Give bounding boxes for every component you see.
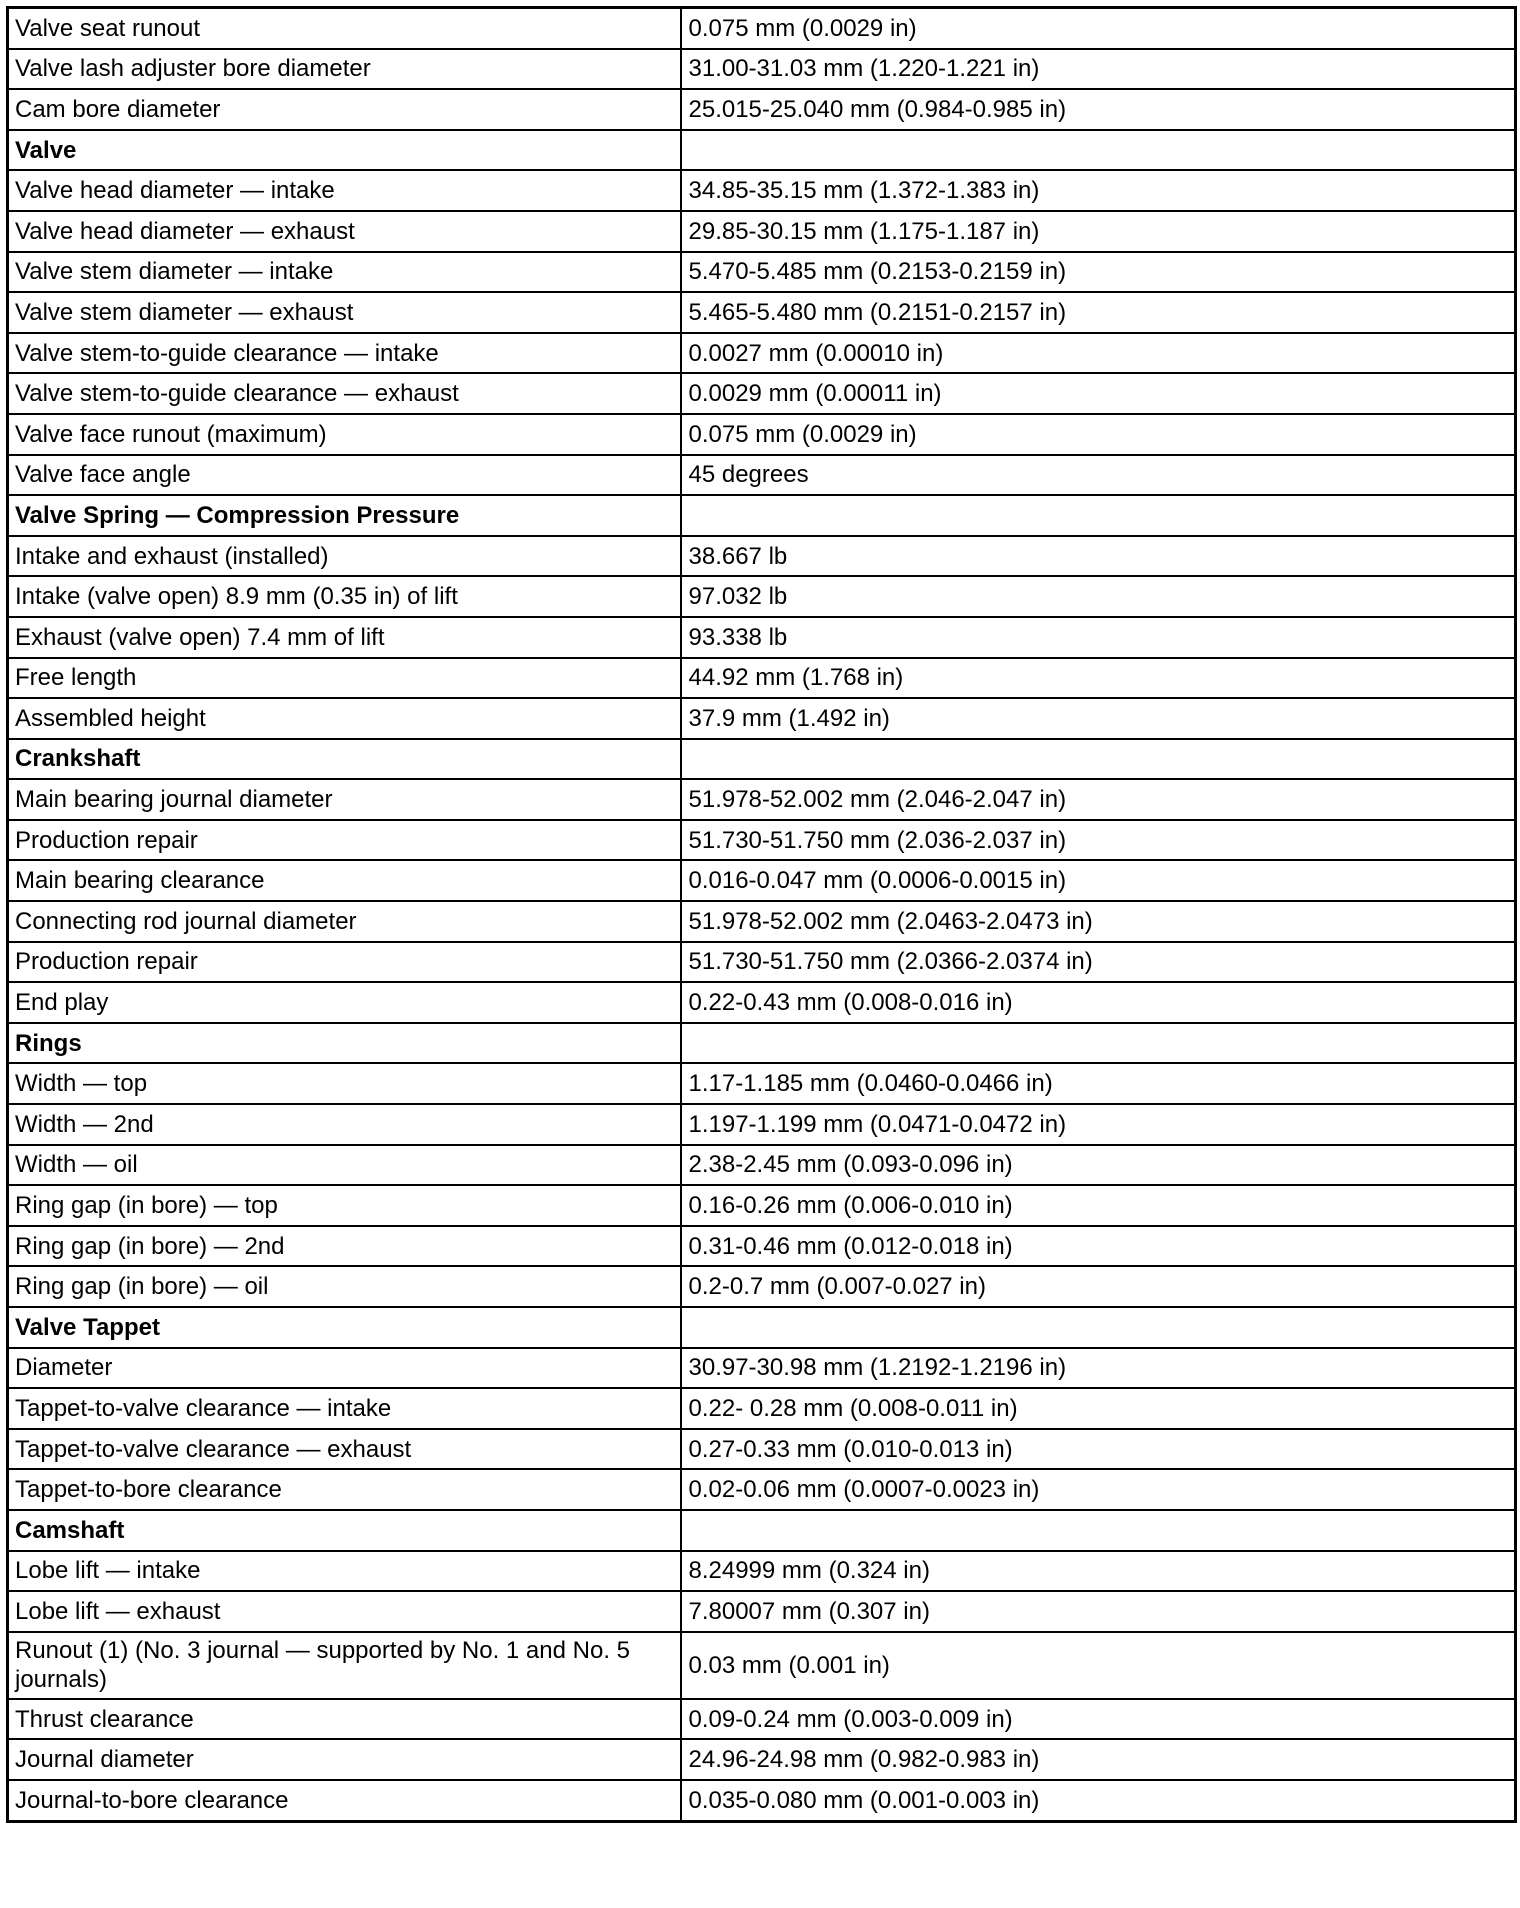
spec-label: Width — oil <box>8 1145 681 1186</box>
table-row <box>8 292 1516 333</box>
spec-label: Free length <box>8 658 681 699</box>
spec-value: 34.85-35.15 mm (1.372-1.383 in) <box>681 170 1516 211</box>
spec-label: End play <box>8 982 681 1023</box>
table-row <box>8 252 1516 293</box>
table-row <box>8 49 1516 90</box>
spec-value: 0.035-0.080 mm (0.001-0.003 in) <box>681 1780 1516 1821</box>
table-row <box>8 1266 1516 1307</box>
spec-label: Connecting rod journal diameter <box>8 901 681 942</box>
spec-label: Assembled height <box>8 698 681 739</box>
table-row <box>8 89 1516 130</box>
spec-value: 0.2-0.7 mm (0.007-0.027 in) <box>681 1266 1516 1307</box>
section-title: Camshaft <box>8 1510 681 1551</box>
table-row <box>8 1348 1516 1389</box>
table-row <box>8 658 1516 699</box>
spec-label: Valve seat runout <box>8 8 681 49</box>
spec-label: Ring gap (in bore) — 2nd <box>8 1226 681 1267</box>
spec-value: 0.02-0.06 mm (0.0007-0.0023 in) <box>681 1469 1516 1510</box>
spec-label: Ring gap (in bore) — top <box>8 1185 681 1226</box>
table-row <box>8 211 1516 252</box>
section-header-row <box>8 1307 1516 1348</box>
spec-value: 1.197-1.199 mm (0.0471-0.0472 in) <box>681 1104 1516 1145</box>
table-row <box>8 333 1516 374</box>
spec-label: Cam bore diameter <box>8 89 681 130</box>
table-row <box>8 1780 1516 1821</box>
spec-label: Width — top <box>8 1063 681 1104</box>
spec-value: 5.470-5.485 mm (0.2153-0.2159 in) <box>681 252 1516 293</box>
section-header-row <box>8 1023 1516 1064</box>
spec-label: Production repair <box>8 942 681 983</box>
spec-label: Width — 2nd <box>8 1104 681 1145</box>
spec-value: 8.24999 mm (0.324 in) <box>681 1551 1516 1592</box>
section-title: Valve Tappet <box>8 1307 681 1348</box>
spec-value: 51.978-52.002 mm (2.0463-2.0473 in) <box>681 901 1516 942</box>
spec-value: 0.03 mm (0.001 in) <box>681 1632 1516 1699</box>
table-row <box>8 1469 1516 1510</box>
table-row <box>8 536 1516 577</box>
spec-value <box>681 739 1516 780</box>
table-row <box>8 942 1516 983</box>
spec-label: Journal-to-bore clearance <box>8 1780 681 1821</box>
spec-value: 24.96-24.98 mm (0.982-0.983 in) <box>681 1739 1516 1780</box>
table-row <box>8 860 1516 901</box>
spec-label: Tappet-to-valve clearance — exhaust <box>8 1429 681 1470</box>
spec-label: Intake and exhaust (installed) <box>8 536 681 577</box>
table-row <box>8 779 1516 820</box>
section-header-row <box>8 495 1516 536</box>
section-title: Crankshaft <box>8 739 681 780</box>
spec-value: 0.016-0.047 mm (0.0006-0.0015 in) <box>681 860 1516 901</box>
spec-value: 0.075 mm (0.0029 in) <box>681 8 1516 49</box>
table-row <box>8 1145 1516 1186</box>
spec-label: Ring gap (in bore) — oil <box>8 1266 681 1307</box>
table-row <box>8 1185 1516 1226</box>
spec-label: Valve head diameter — intake <box>8 170 681 211</box>
table-row <box>8 455 1516 496</box>
spec-value: 30.97-30.98 mm (1.2192-1.2196 in) <box>681 1348 1516 1389</box>
spec-label: Production repair <box>8 820 681 861</box>
spec-label: Valve face runout (maximum) <box>8 414 681 455</box>
table-row <box>8 1388 1516 1429</box>
table-row <box>8 1226 1516 1267</box>
spec-value: 44.92 mm (1.768 in) <box>681 658 1516 699</box>
spec-label: Main bearing journal diameter <box>8 779 681 820</box>
table-row <box>8 1551 1516 1592</box>
table-row <box>8 698 1516 739</box>
spec-label: Journal diameter <box>8 1739 681 1780</box>
spec-value: 0.075 mm (0.0029 in) <box>681 414 1516 455</box>
spec-value: 0.0027 mm (0.00010 in) <box>681 333 1516 374</box>
spec-value: 5.465-5.480 mm (0.2151-0.2157 in) <box>681 292 1516 333</box>
table-row <box>8 1104 1516 1145</box>
spec-label: Tappet-to-bore clearance <box>8 1469 681 1510</box>
table-row <box>8 1429 1516 1470</box>
table-row <box>8 901 1516 942</box>
section-header-row <box>8 739 1516 780</box>
spec-label: Valve stem diameter — intake <box>8 252 681 293</box>
table-row <box>8 576 1516 617</box>
table-row <box>8 1699 1516 1740</box>
table-row <box>8 1591 1516 1632</box>
spec-value: 25.015-25.040 mm (0.984-0.985 in) <box>681 89 1516 130</box>
spec-label: Valve stem-to-guide clearance — intake <box>8 333 681 374</box>
spec-value: 0.22- 0.28 mm (0.008-0.011 in) <box>681 1388 1516 1429</box>
spec-label: Runout (1) (No. 3 journal — supported by No. 1 and No. 5 journals) <box>8 1632 681 1699</box>
spec-label: Valve face angle <box>8 455 681 496</box>
table-row <box>8 170 1516 211</box>
spec-label: Diameter <box>8 1348 681 1389</box>
spec-label: Valve lash adjuster bore diameter <box>8 49 681 90</box>
spec-label: Thrust clearance <box>8 1699 681 1740</box>
table-row <box>8 1063 1516 1104</box>
spec-value <box>681 495 1516 536</box>
spec-value: 38.667 lb <box>681 536 1516 577</box>
section-title: Valve Spring — Compression Pressure <box>8 495 681 536</box>
specifications-table <box>6 6 1517 1823</box>
section-header-row <box>8 130 1516 171</box>
spec-value: 51.730-51.750 mm (2.036-2.037 in) <box>681 820 1516 861</box>
spec-value: 0.0029 mm (0.00011 in) <box>681 373 1516 414</box>
spec-value: 37.9 mm (1.492 in) <box>681 698 1516 739</box>
spec-value: 7.80007 mm (0.307 in) <box>681 1591 1516 1632</box>
spec-label: Valve stem diameter — exhaust <box>8 292 681 333</box>
spec-value <box>681 1510 1516 1551</box>
spec-value: 45 degrees <box>681 455 1516 496</box>
spec-value <box>681 1307 1516 1348</box>
spec-label: Main bearing clearance <box>8 860 681 901</box>
spec-value: 93.338 lb <box>681 617 1516 658</box>
table-row <box>8 373 1516 414</box>
spec-value: 2.38-2.45 mm (0.093-0.096 in) <box>681 1145 1516 1186</box>
table-row <box>8 820 1516 861</box>
spec-value: 0.16-0.26 mm (0.006-0.010 in) <box>681 1185 1516 1226</box>
spec-value: 0.31-0.46 mm (0.012-0.018 in) <box>681 1226 1516 1267</box>
spec-label: Lobe lift — exhaust <box>8 1591 681 1632</box>
spec-value: 97.032 lb <box>681 576 1516 617</box>
spec-label: Valve stem-to-guide clearance — exhaust <box>8 373 681 414</box>
spec-value: 51.730-51.750 mm (2.0366-2.0374 in) <box>681 942 1516 983</box>
spec-label: Exhaust (valve open) 7.4 mm of lift <box>8 617 681 658</box>
section-title: Rings <box>8 1023 681 1064</box>
section-header-row <box>8 1510 1516 1551</box>
specifications-table-body <box>8 8 1516 1822</box>
spec-value <box>681 130 1516 171</box>
spec-label: Intake (valve open) 8.9 mm (0.35 in) of lift <box>8 576 681 617</box>
spec-value: 1.17-1.185 mm (0.0460-0.0466 in) <box>681 1063 1516 1104</box>
spec-label: Tappet-to-valve clearance — intake <box>8 1388 681 1429</box>
spec-value: 0.09-0.24 mm (0.003-0.009 in) <box>681 1699 1516 1740</box>
spec-value: 51.978-52.002 mm (2.046-2.047 in) <box>681 779 1516 820</box>
spec-label: Valve head diameter — exhaust <box>8 211 681 252</box>
table-row <box>8 982 1516 1023</box>
spec-value: 0.22-0.43 mm (0.008-0.016 in) <box>681 982 1516 1023</box>
spec-value: 0.27-0.33 mm (0.010-0.013 in) <box>681 1429 1516 1470</box>
table-row <box>8 414 1516 455</box>
table-row <box>8 617 1516 658</box>
spec-value: 29.85-30.15 mm (1.175-1.187 in) <box>681 211 1516 252</box>
section-title: Valve <box>8 130 681 171</box>
table-row <box>8 8 1516 49</box>
table-row <box>8 1739 1516 1780</box>
spec-label: Lobe lift — intake <box>8 1551 681 1592</box>
table-row <box>8 1632 1516 1699</box>
spec-value <box>681 1023 1516 1064</box>
spec-value: 31.00-31.03 mm (1.220-1.221 in) <box>681 49 1516 90</box>
